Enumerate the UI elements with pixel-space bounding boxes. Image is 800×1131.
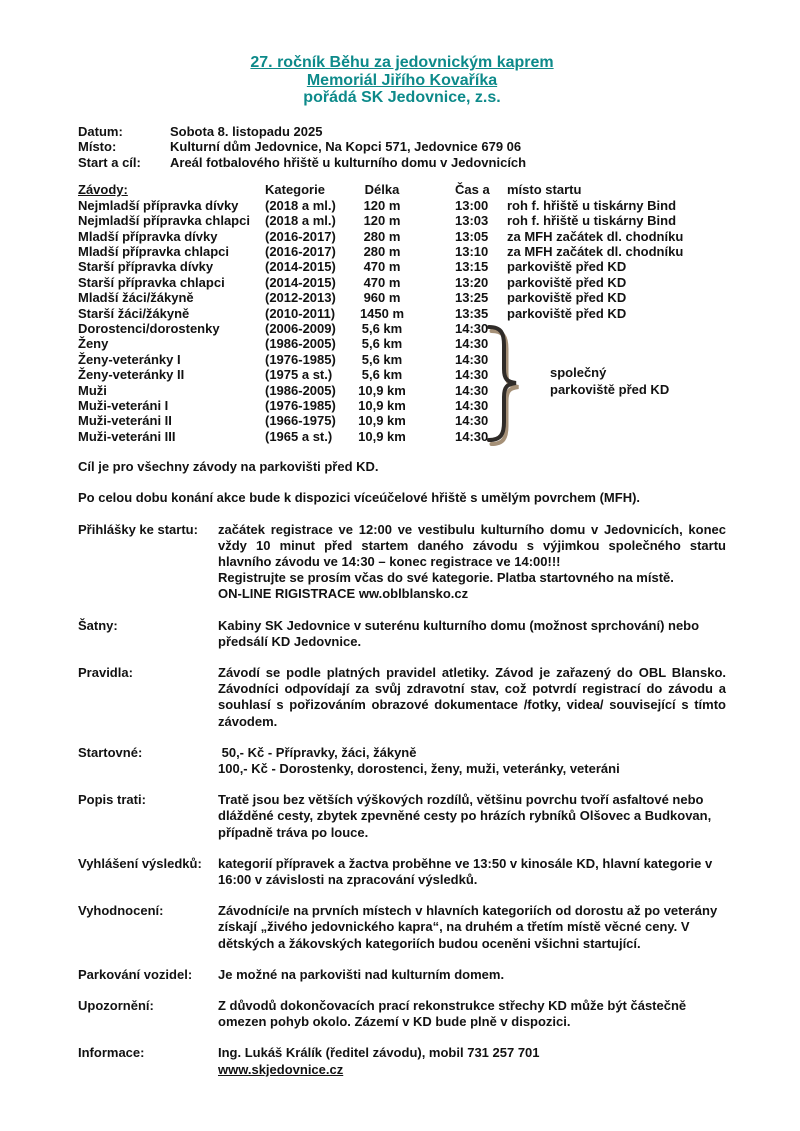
brace-icon — [483, 321, 523, 447]
section — [78, 903, 726, 952]
cell-category: (2016-2017) — [265, 228, 336, 244]
cell-race-name: Starší přípravka dívky — [78, 259, 214, 275]
cell-distance: 10,9 km — [358, 397, 406, 413]
cell-category: (1986-2005) — [265, 382, 336, 398]
info-label: Start a cíl: — [78, 154, 141, 170]
cell-category: (1965 a st.) — [265, 428, 333, 444]
table-row — [78, 213, 726, 228]
paragraph: kategorií přípravek a žactva proběhne ve 13:50 v kinosále KD, hlavní kategorie v 16:00 v závislosti na zpracování výsledků. — [218, 855, 713, 888]
cell-start-time: 13:03 — [455, 213, 489, 229]
cell-race-name: Dorostenci/dorostenky — [78, 320, 220, 336]
section-body — [218, 903, 726, 952]
cell-start-time: 13:20 — [455, 274, 489, 290]
cell-start-time: 14:30 — [455, 336, 489, 352]
cell-race-name: Nejmladší přípravka chlapci — [78, 213, 250, 229]
cell-distance: 280 m — [363, 228, 401, 244]
section — [78, 490, 726, 506]
cell-category: (2012-2013) — [265, 290, 336, 306]
paragraph: Z důvodů dokončovacích prací rekonstrukce střechy KD může být částečně omezen pohyb okolo. Zázemí v KD bude plně v dispozici. — [218, 998, 687, 1030]
info-sections — [78, 459, 726, 1078]
document-content — [78, 54, 726, 1078]
cell-start-time: 13:10 — [455, 243, 489, 259]
races-table — [78, 182, 726, 444]
table-row — [78, 275, 726, 290]
cell-start-place: roh f. hřiště u tiskárny Bind — [507, 213, 677, 229]
cell-distance: 5,6 km — [361, 320, 403, 336]
cell-start-place: parkoviště před KD — [507, 259, 627, 275]
event-info-block — [78, 124, 726, 171]
table-row — [78, 336, 726, 351]
header-races: Závody: — [78, 182, 128, 198]
section-body — [218, 792, 726, 841]
section-label: Pravidla: — [78, 665, 133, 681]
cell-category: (1986-2005) — [265, 336, 336, 352]
cell-start-time: 13:25 — [455, 290, 489, 306]
cell-start-time: 14:30 — [455, 397, 489, 413]
cell-race-name: Mladší přípravka dívky — [78, 228, 218, 244]
cell-distance: 10,9 km — [358, 428, 406, 444]
cell-category: (2014-2015) — [265, 259, 336, 275]
cell-race-name: Ženy-veteránky II — [78, 367, 185, 383]
paragraph: Cíl je pro všechny závody na parkovišti před KD. — [78, 459, 379, 475]
section-label: Vyhlášení výsledků: — [78, 855, 202, 871]
title-line-1: 27. ročník Běhu za jedovnickým kaprem — [250, 54, 554, 71]
title-line-3: pořádá SK Jedovnice, z.s. — [303, 89, 501, 106]
cell-category: (1975 a st.) — [265, 367, 333, 383]
section-label: Startovné: — [78, 744, 143, 760]
cell-start-time: 13:15 — [455, 259, 489, 275]
table-row — [78, 290, 726, 305]
website-link[interactable]: www.skjedovnice.cz — [218, 1061, 344, 1077]
info-row — [78, 155, 726, 171]
cell-category: (1966-1975) — [265, 413, 336, 429]
paragraph: Po celou dobu konání akce bude k dispozici víceúčelové hřiště s umělým povrchem (MFH). — [78, 490, 641, 506]
paragraph: Kabiny SK Jedovnice v suterénu kulturního domu (možnost sprchování) nebo předsálí KD Jedovnice. — [218, 617, 700, 649]
cell-start-time: 14:30 — [455, 367, 489, 383]
cell-distance: 960 m — [363, 290, 401, 306]
section — [78, 522, 726, 603]
cell-distance: 470 m — [363, 259, 401, 275]
section — [78, 1045, 726, 1077]
common-start-note — [550, 365, 669, 398]
paragraph: Registrujte se prosím včas do své kategorie. Platba startovného na místě. — [218, 570, 674, 586]
cell-start-time: 13:35 — [455, 305, 489, 321]
info-label: Místo: — [78, 139, 117, 155]
cell-distance: 1450 m — [359, 305, 405, 321]
section — [78, 792, 726, 841]
cell-race-name: Muži — [78, 382, 107, 398]
paragraph: ON-LINE RIGISTRACE ww.oblblansko.cz — [218, 586, 469, 602]
info-label: Datum: — [78, 123, 123, 139]
paragraph: Ing. Lukáš Králík (ředitel závodu), mobil 731 257 701 — [218, 1045, 540, 1061]
cell-race-name: Ženy — [78, 336, 109, 352]
section-body — [218, 522, 726, 603]
table-body — [78, 198, 726, 445]
header-place: místo startu — [507, 182, 582, 198]
cell-start-place: za MFH začátek dl. chodníku — [507, 228, 684, 244]
cell-race-name: Starší přípravka chlapci — [78, 274, 225, 290]
table-row — [78, 259, 726, 274]
cell-start-place: parkoviště před KD — [507, 305, 627, 321]
cell-distance: 5,6 km — [361, 351, 403, 367]
table-row — [78, 413, 726, 428]
header-distance: Délka — [364, 182, 400, 198]
section-body — [218, 1045, 726, 1077]
cell-category: (1976-1985) — [265, 397, 336, 413]
paragraph: Je možné na parkovišti nad kulturním domem. — [218, 966, 505, 982]
cell-start-time: 13:00 — [455, 197, 489, 213]
section-label: Popis trati: — [78, 792, 146, 808]
cell-category: (2018 a ml.) — [265, 213, 336, 229]
cell-distance: 5,6 km — [361, 367, 403, 383]
section-body — [78, 459, 726, 475]
cell-start-time: 14:30 — [455, 382, 489, 398]
table-row — [78, 229, 726, 244]
cell-race-name: Nejmladší přípravka dívky — [78, 197, 239, 213]
cell-distance: 120 m — [363, 197, 401, 213]
cell-distance: 120 m — [363, 213, 401, 229]
table-row — [78, 244, 726, 259]
cell-race-name: Ženy-veteránky I — [78, 351, 181, 367]
section-label: Upozornění: — [78, 998, 154, 1014]
cell-category: (2010-2011) — [265, 305, 336, 321]
title-line-2: Memoriál Jiřího Kovaříka — [306, 71, 498, 89]
section-body — [218, 967, 726, 983]
section-label: Přihlášky ke startu: — [78, 521, 198, 537]
info-value: Areál fotbalového hřiště u kulturního domu v Jedovnicích — [170, 154, 527, 170]
cell-start-time: 13:05 — [455, 228, 489, 244]
cell-start-time: 14:30 — [455, 428, 489, 444]
cell-start-time: 14:30 — [455, 413, 489, 429]
section-body — [78, 490, 726, 506]
cell-race-name: Mladší přípravka chlapci — [78, 243, 230, 259]
common-start-note-line1: společný — [550, 365, 607, 381]
document-title — [78, 54, 726, 107]
cell-start-place: parkoviště před KD — [507, 290, 627, 306]
cell-race-name: Muži-veteráni III — [78, 428, 176, 444]
cell-start-place: za MFH začátek dl. chodníku — [507, 243, 684, 259]
section-label: Parkování vozidel: — [78, 966, 193, 982]
cell-category: (2016-2017) — [265, 243, 336, 259]
section — [78, 459, 726, 475]
cell-category: (2006-2009) — [265, 320, 336, 336]
cell-distance: 280 m — [363, 243, 401, 259]
common-start-note-line2: parkoviště před KD — [550, 381, 670, 397]
info-row — [78, 139, 726, 155]
section — [78, 745, 726, 777]
paragraph: Závodníci/e na prvních místech v hlavních kategoriích od dorostu až po veterány získají „živého jedovnického kapra“, na druhém a třetím místě věcné ceny. V dětských a žákovských kategoriích budou oceněni všichni startující. — [218, 903, 718, 951]
table-row — [78, 321, 726, 336]
table-row — [78, 198, 726, 213]
info-value: Sobota 8. listopadu 2025 — [170, 123, 323, 139]
table-row — [78, 306, 726, 321]
paragraph: Tratě jsou bez větších výškových rozdílů, většinu povrchu tvoří asfaltové nebo dlážděné cesty, zbytek zpevněné cesty po hrázích rybníků Olšovec a Budkovan, případně tráva po louce. — [218, 792, 712, 840]
cell-race-name: Muži-veteráni II — [78, 413, 172, 429]
cell-category: (1976-1985) — [265, 351, 336, 367]
section-body — [218, 856, 726, 888]
paragraph: začátek registrace ve 12:00 ve vestibulu kulturního domu v Jedovnicích, konec vždy 10 minut před startem daného závodu s výjimkou společného startu hlavního závodu ve 14:30 – konec registrace ve 14:00!!! — [218, 521, 726, 569]
section — [78, 618, 726, 650]
cell-distance: 10,9 km — [358, 413, 406, 429]
cell-start-time: 14:30 — [455, 351, 489, 367]
paragraph: 100,- Kč - Dorostenky, dorostenci, ženy, muži, veteránky, veteráni — [218, 761, 620, 777]
table-row — [78, 398, 726, 413]
section-body — [218, 665, 726, 730]
section-body — [218, 998, 726, 1030]
section-label: Vyhodnocení: — [78, 903, 164, 919]
cell-start-time: 14:30 — [455, 320, 489, 336]
info-row — [78, 124, 726, 140]
info-value: Kulturní dům Jedovnice, Na Kopci 571, Jedovnice 679 06 — [170, 139, 522, 155]
cell-distance: 5,6 km — [361, 336, 403, 352]
cell-distance: 10,9 km — [358, 382, 406, 398]
section — [78, 856, 726, 888]
section — [78, 967, 726, 983]
cell-race-name: Mladší žáci/žákyně — [78, 290, 194, 306]
cell-race-name: Muži-veteráni I — [78, 397, 169, 413]
table-header-row — [78, 182, 726, 197]
cell-distance: 470 m — [363, 274, 401, 290]
cell-category: (2014-2015) — [265, 274, 336, 290]
header-category: Kategorie — [265, 182, 325, 198]
section-label: Informace: — [78, 1045, 145, 1061]
cell-start-place: parkoviště před KD — [507, 274, 627, 290]
paragraph: 50,- Kč - Přípravky, žáci, žákyně — [218, 744, 417, 760]
section-body — [218, 745, 726, 777]
section — [78, 998, 726, 1030]
table-row — [78, 429, 726, 444]
section-body — [218, 618, 726, 650]
cell-start-place: roh f. hřiště u tiskárny Bind — [507, 197, 677, 213]
section-label: Šatny: — [78, 617, 118, 633]
paragraph: Závodí se podle platných pravidel atletiky. Závod je zařazený do OBL Blansko. Závodníci odpovídají za svůj zdravotní stav, což potvrdí registrací do závodu a souhlasí s pořizováním obrazové dokumentace /fotky, videa/ související s tímto závodem. — [218, 665, 726, 729]
cell-category: (2018 a ml.) — [265, 197, 336, 213]
header-time: Čas a — [455, 182, 490, 198]
section — [78, 665, 726, 730]
cell-race-name: Starší žáci/žákyně — [78, 305, 190, 321]
